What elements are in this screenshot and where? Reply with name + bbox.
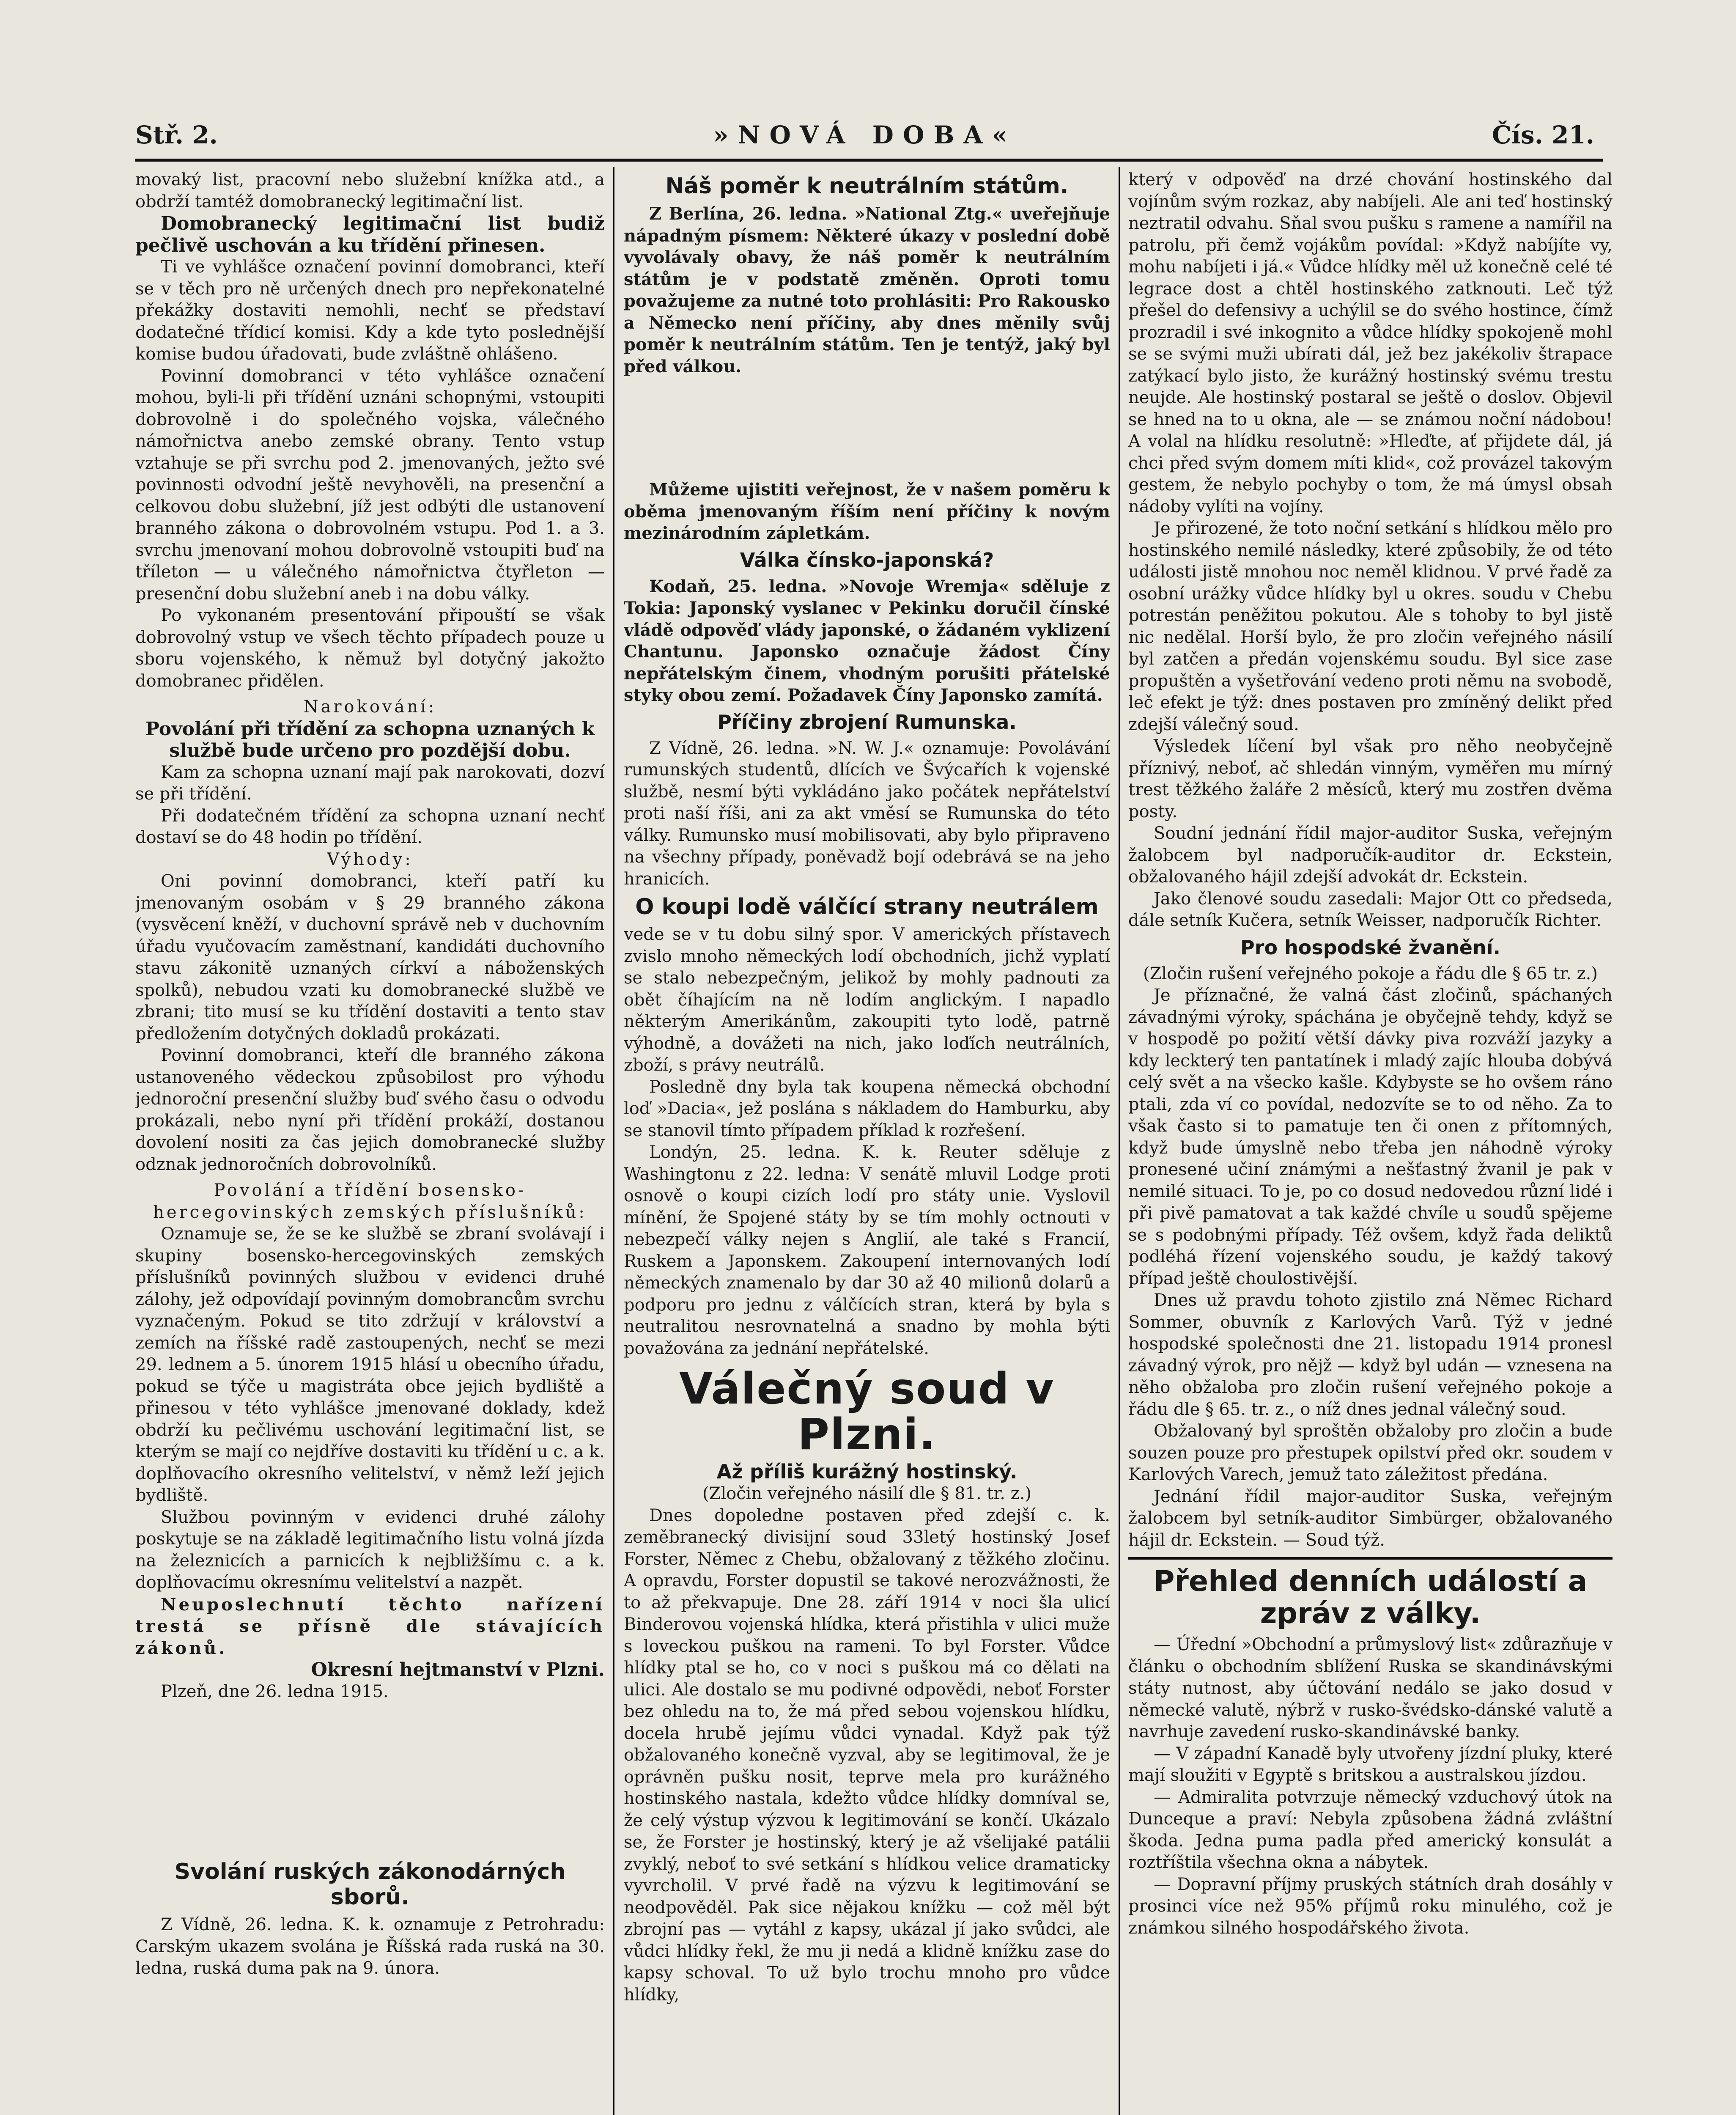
article-text: Po vykonaném presentování připouští se však dobrovolný vstup ve všech těchto případech pouze u sboru vojenského, k němuž byl dotyčný jakožto domobranec přidělen. <box>135 606 605 691</box>
subheadline-note: (Zločin veřejného násilí dle § 81. tr. z.) <box>702 1484 1032 1503</box>
article-text: Posledně dny byla tak koupena německá obchodní loď »Dacia«, jež poslána s nákladem do Hamburku, aby se stanovil tímto případem příklad k rozřešení. <box>624 1077 1110 1140</box>
subheadline-note: (Zločin rušení veřejného pokoje a řádu dle § 65 tr. z.) <box>1143 964 1598 983</box>
article-text: Jako členové soudu zasedali: Major Ott co předseda, dále setník Kučera, setník Weisser, nadporučík Richter. <box>1128 889 1613 930</box>
column-rule-2 <box>1119 167 1120 2115</box>
headline-ship-purchase: O koupi lodě válčící strany neutrálem <box>635 894 1099 920</box>
issue-number: Čís. 21. <box>1492 121 1594 149</box>
article-text: Službou povinným v evidenci druhé zálohy poskytuje se na základě legitimačního listu volná jízda na železnicích a parnicích k nejbližšímu c. a k. doplňovacímu okresnímu velitelství a nazpět. <box>135 1507 605 1592</box>
article-text: movaký list, pracovní nebo služební knížka atd., a obdrží tamtéž domobranecký legitimační list. <box>135 170 605 212</box>
article-text: Jednání řídil major-auditor Suska, veřejným žalobcem byl setník-auditor Simbürger, obžalovaného hájil dr. Eckstein. — Soud týž. <box>1128 1486 1613 1550</box>
article-text: Londýn, 25. ledna. K. k. Reuter sděluje z Washingtonu z 22. ledna: V senátě mluvil Lodge proti osnově o koupi cizích lodí pro státy unie. Vyslovil mínění, že Spojené státy by se tím mohly octnouti v nebezpečí války nejen s Anglií, ale také s Francií, Ruskem a Japonskem. Zakoupení internovaných lodí německých znamenalo by dar 30 až 40 milionů dolarů a podporu pro jednu z válčících stran, která by byla s neutralitou nesrovnatelná a snadno by mohla býti považována za jednání nepřátelské. <box>624 1143 1110 1358</box>
section-heading: Výhody: <box>327 849 413 869</box>
article-text: Kam za schopna uznaní mají pak narokovati, dozví se při třídění. <box>135 762 605 804</box>
header-rule <box>135 159 1603 162</box>
column-2 <box>624 169 1110 2115</box>
page-header <box>135 116 1594 154</box>
article-text: — Dopravní příjmy pruských státních drah dosáhly v prosinci více než 95% příjmů roku minulého, což je známkou silného hospodářského života. <box>1128 1874 1613 1938</box>
article-text: — V západní Kanadě byly utvořeny jízdní pluky, které mají sloužiti v Egyptě s britskou a australskou jízdou. <box>1128 1744 1613 1785</box>
article-text: Z Vídně, 26. ledna. K. k. oznamuje z Petrohradu: Carským ukazem svolána je Říšská rada ruská na 30. ledna, ruská duma pak na 9. února. <box>135 1915 605 1978</box>
headline-daily-overview: Přehled denních událostí a zpráv z války. <box>1153 1565 1588 1630</box>
dateline: Plzeň, dne 26. ledna 1915. <box>161 1681 389 1701</box>
headline-war-court-plzen: Válečný soud v Plzni. <box>679 1364 1055 1460</box>
article-text: Je přirozené, že toto noční setkání s hlídkou mělo pro hostinského nemilé následky, které způsobily, že od této události jistě mnohou noc neměl klidnou. V prvé řadě za osobní urážky vůdce hlídky byl u okres. soudu v Chebu potrestán peněžitou pokutou. Ale s tohoby to byl jistě nic nedělal. Horší bylo, že pro zločin veřejného násilí byl zatčen a předán vojenskému soudu. Byl sice zase propuštěn a vyšetřování vedeno proti němu na svobodě, leč efekt je týž: dnes postaven pro zmíněný delikt před zdejší válečný soud. <box>1128 519 1613 734</box>
article-text-bold: Povolání při třídění za schopna uznaných k službě bude určeno pro pozdější dobu. <box>145 718 595 761</box>
newspaper-title: »NOVÁ DOBA« <box>713 121 1017 149</box>
page-number: Stř. 2. <box>135 121 218 149</box>
article-text: Povinní domobranci v této vyhlášce označení mohou, byli-li při třídění uznáni schopnými, vstoupiti dobrovolně i do společného vojska, válečného námořnictva anebo zemské obrany. Tento vstup vztahuje se při svrchu pod 2. jmenovaných, ježto své povinnosti odvodní ještě nevyhověli, na presenční a celkovou dobu služební, jíž jest odbýti dle ustanovení branného zákona o dobrovolném vstupu. Pod 1. a 3. svrchu jmenovaní mohou dobrovolně vstoupiti buď na tříleton — u válečného námořnictva čtyřleton — presenční dobu služební aneb i na dobu války. <box>135 366 605 604</box>
spacer <box>135 1703 605 1855</box>
headline-russian-assemblies: Svolání ruských zákonodárných sborů. <box>174 1859 566 1910</box>
article-text-bold: Kodaň, 25. ledna. »Novoje Wremja« sděluje z Tokia: Japonský vyslanec v Pekinku doručil čínské vládě odpověď vlády japonské, o žádaném vyklizení Chantunu. Japonsko označuje žádost Číny nepřátelským činem, vhodným porušiti přátelské styky obou zemí. Požadavek Číny Japonsko zamítá. <box>624 576 1110 705</box>
headline-sino-japanese-war: Válka čínsko-japonská? <box>740 548 994 571</box>
spacer <box>624 377 1110 479</box>
article-text: Dnes už pravdu tohoto zjistilo zná Němec Richard Sommer, obuvník z Karlových Varů. Týž v jedné hospodské společnosti dne 21. listopadu 1914 pronesl závadný výrok, pro nějž — když byl udán — vznesena na něho obžaloba pro zločin rušení veřejného pokoje a řádu dle § 65. tr. z., o níž dnes jednal válečný soud. <box>1128 1291 1613 1419</box>
article-text: Oznamuje se, že se ke službě se zbraní svolávají i skupiny bosensko-hercegovinských zemských příslušníků povinných službou v evidenci druhé zálohy, jež odpovídají povinným domobrancům svrchu vyznačeným. Pokud se tito zdržují v království a zemích na říšské radě zastoupených, nechť se mezi 29. lednem a 5. únorem 1915 hlásí u obecního úřadu, pokud se týče u magistráta obce jejich bydliště a přinesou v této vyhlášce jmenované doklady, kdež obdrží ku pečlivému uschování legitimační list, se kterým se mají co nejdříve dostaviti ku třídění u c. a k. doplňovacího okresního velitelství, v němž leží jejich bydliště. <box>135 1224 605 1505</box>
article-text: Soudní jednání řídil major-auditor Suska, veřejným žalobcem byl nadporučík-auditor dr. Eckstein, obžalovaného hájil zdejší advokát dr. Eckstein. <box>1128 824 1613 887</box>
article-text: — Úřední »Obchodní a průmyslový list« zdůrazňuje v článku o obchodním sblížení Ruska se skandinávskými státy nutnost, aby účtování nedálo se jako dosud v německé valutě, nýbrž v rusko-švédsko-dánské valutě a navrhuje zavedení rusko-skandinávské banky. <box>1128 1635 1613 1741</box>
article-text: Z Vídně, 26. ledna. »N. W. J.« oznamuje: Povolávání rumunských studentů, dlících ve Švýcařích k vojenské službě, nesmí býti vykládáno jako počátek nepřátelství proti naší říši, ani za akt vměsí se Rumunska do této války. Rumunsko musí mobilisovati, aby bylo připraveno na všechny případy, poněvadž bojí odebrává se na jeho hranicích. <box>624 738 1110 889</box>
article-text: — Admiralita potvrzuje německý vzduchový útok na Dunceque a praví: Nebyla způsobena žádná zvláštní škoda. Jedna puma padla před americký konsulát a roztříštila všechna okna a nábytek. <box>1128 1787 1613 1872</box>
article-text: Povinní domobranci, kteří dle branného zákona ustanoveného vědeckou způsobilost pro výhodu jednoroční presenční služby buď svého času o odvodu prokázali, nebo nyní při třídění prokáží, dostanou dovolení nositi za čas jejich domobranecké služby odznak jednoročních dobrovolníků. <box>135 1046 605 1174</box>
subheadline: Až příliš kurážný hostinský. <box>716 1460 1017 1483</box>
section-heading: Povolání a třídění bosensko-hercegovinských zemských příslušníků: <box>153 1181 587 1222</box>
headline-neutral-states: Náš poměr k neutrálním státům. <box>665 173 1069 199</box>
headline-pub-talk: Pro hospodské žvanění. <box>1240 936 1500 959</box>
article-text-bold: Neuposlechnutí těchto nařízení trestá se přísně dle stávajících zákonů. <box>135 1594 605 1658</box>
article-text: Při dodatečném třídění za schopna uznaní nechť dostaví se do 48 hodin po třídění. <box>135 806 605 847</box>
article-text: Výsledek líčení byl však pro něho neobyčejně příznivý, neboť, ač shledán vinným, vyměřen mu mírný trest těžkého žaláře 2 měsíců, který mu zostřen dvěma posty. <box>1128 736 1613 821</box>
column-1 <box>135 169 605 2115</box>
article-text-bold: Z Berlína, 26. ledna. »National Ztg.« uveřejňuje nápadným písmem: Některé úkazy v poslední době vyvolávaly obavy, že náš poměr k neutrálním státům je v podstatě změněn. Oproti tomu považujeme za nutné toto prohlásiti: Pro Rakousko a Německo není příčiny, aby dnes měnily svůj poměr k neutrálním státům. Ten je tentýž, jaký byl před válkou. <box>624 204 1110 376</box>
column-rule-1 <box>613 167 614 2115</box>
article-text: Obžalovaný byl sproštěn obžaloby pro zločin a bude souzen pouze pro přestupek opilství před okr. soudem v Karlových Varech, jemuž tato záležitost předána. <box>1128 1421 1613 1484</box>
section-heading: Narokování: <box>303 697 437 717</box>
column-3 <box>1128 169 1613 2115</box>
article-text: Dnes dopoledne postaven před zdejší c. k. zeměbranecký divisijní soud 33letý hostinský Josef Forster, Němec z Chebu, obžalovaný z těžkého zločinu. A opravdu, Forster dopustil se takové nerozvážnosti, že to až překvapuje. Dne 28. září 1914 v noci šla ulicí Binderovou vojenská hlídka, která přistihla v ulici muže s loveckou puškou na rameni. To byl Forster. Vůdce hlídky ptal se ho, co v noci s puškou má co dělati na ulici. Ale dostalo se mu podivné odpovědi, neboť Forster bez ohledu na to, že má před sebou vojenskou hlídku, docela hrubě jejímu vůdci vynadal. Když pak týž obžalovaného konečně vyzval, aby se legitimoval, že je oprávněn pušku nosit, teprve mela pro kurážného hostinského nastala, kdežto vůdce hlídky domníval se, že celý výstup výzvou k legitimování se končí. Ukázalo se, že Forster je hostinský, který je až všelijaké patálii zvyklý, neboť to své setkání s hlídkou velice dramaticky vyvrcholil. V prvé řadě na výzvu k legitimování se neodpověděl. Pak sice nějakou knížku — což měl být zbrojní pas — vytáhl z kapsy, ukázal jí jako svůdci, ale vůdci hlídky řekl, že mu ji nedá a klidně knížku zase do kapsy schoval. To už bylo trochu mnoho pro vůdce hlídky, <box>624 1505 1110 2005</box>
article-text: vede se v tu dobu silný spor. V amerických přístavech zvislo mnoho německých lodí obchodních, jichž vyplatí se stalo nebezpečným, jelikož by mohly padnouti za obět číhajícím na ně lodím anglickým. I napadlo některým Amerikánům, zakoupiti tyto lodě, patrně výhodně, a dovážeti na nich, jako loďích neutrálních, zboží, s právy neutrálů. <box>624 925 1110 1075</box>
article-text-bold: Domobranecký legitimační list budiž pečlivě uschován a ku třídění přinesen. <box>135 213 605 256</box>
article-text: Je příznačné, že valná část zločinů, spáchaných závadnými výroky, spáchána je obyčejně tehdy, když se v hospodě po požití větší dávky piva rozváží jazyky a kdy leckterý ten pantatínek i mladý zajíc hlouba dobývá celý svět a na všecko kašle. Kdybyste se ho ovšem ráno ptali, zda ví co povídal, nedozvíte se to od něho. Za to však často si to pamatuje ten či onen z přítomných, když bude úmyslně nebo třeba jen náhodně výroky pronesené učiní známými a nešťastný žvanil je pak v nemilé situaci. To je, po co dosud nedovedou různí lidé i při pivě pamatovat a tak každé chvíle u soudů spějeme se s podobnými případy. Též ovšem, když řada deliktů podléhá řízení vojenského soudu, je každý takový případ ještě choulostivější. <box>1128 986 1613 1288</box>
article-text: Ti ve vyhlášce označení povinní domobranci, kteří se v těch pro ně určených dnech pro nepřekonatelné překážky dostaviti nemohli, nechť se představí dodatečné třídicí komisi. Kdy a kde tyto poslednější komise budou úřadovati, bude zvláštně ohlášeno. <box>135 257 605 364</box>
article-text: který v odpověď na drzé chování hostinského dal vojínům svým rozkaz, aby nabíjeli. Ale ani teď hostinský neztratil odvahu. Sňal svou pušku s ramene a namířil na patrolu, při čemž vojákům povídal: »Když nabíjíte vy, mohu nabíjeti i já.« Vůdce hlídky měl už konečně celé té legrace dost a chtěl hostinského zatknouti. Leč týž přešel do defensivy a uchýlil se do svého hostince, čímž prozradil i své inkognito a vůdce hlídky spokojeně mohl se se svými muži ubírati dál, jež bez jakékoliv štrapace zatýkací bylo jisto, že kurážný hostinský svému trestu neujde. Ale hostinský postaral se ještě o doslov. Objevil se hned na to u okna, ale — se známou noční nádobou! A volal na hlídku resolutně: »Hleďte, ať přijdete dál, já chci před svým domem míti klid«, což provázel takovým gestem, že nebylo pochyby o tom, že má úmysl obsah nádoby vylíti na vojíny. <box>1128 170 1613 516</box>
article-text-bold: Můžeme ujistiti veřejnost, že v našem poměru k oběma jmenovaným říším není příčiny k novým mezinárodním zápletkám. <box>624 480 1110 543</box>
section-rule <box>1128 1557 1613 1560</box>
article-text: Oni povinní domobranci, kteří patří ku jmenovaným osobám v § 29 branného zákona (vysvěcení kněží, v duchovní správě neb v duchovním úřadu vyučovacím zaměstnaní, kandidáti duchovního stavu zákonitě uznaných církví a náboženských spolků), nebudou vzati ku domobranecké službě ve zbrani; tito musí se ku třídění dostaviti a tento stav předložením dotyčných dokladů prokázati. <box>135 871 605 1044</box>
headline-romania-armament: Příčiny zbrojení Rumunska. <box>717 710 1017 733</box>
signature: Okresní hejtmanství v Plzni. <box>311 1659 605 1681</box>
